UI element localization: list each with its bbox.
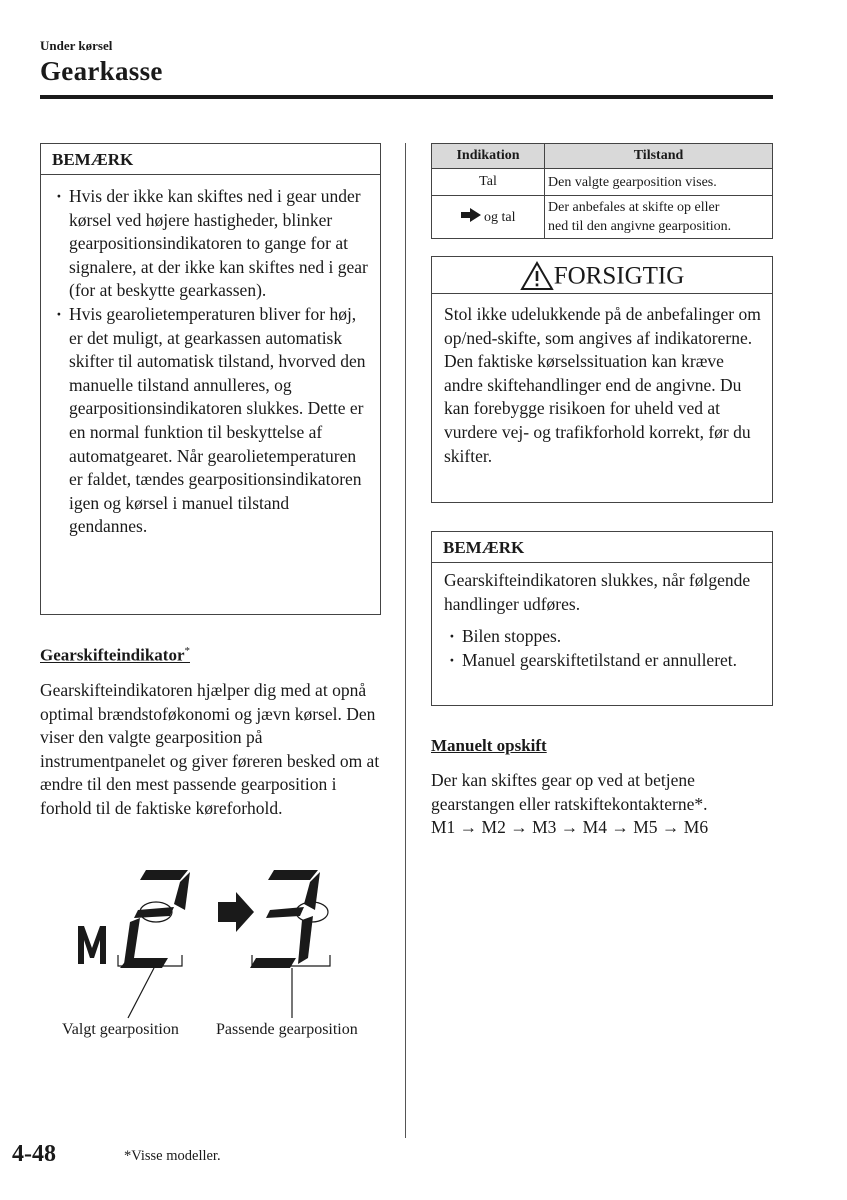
page-title: Gearkasse — [40, 56, 163, 86]
manual-upshift-text — [431, 769, 773, 840]
table-cell — [432, 196, 545, 239]
table-header-cell: Indikation — [432, 144, 545, 169]
caution-box — [431, 256, 773, 503]
title-divider — [40, 95, 773, 99]
caution-text: Stol ikke udelukkende på de anbefalinger om op/ned-skifte, som angives af indikatorerne. Den faktiske kørselssituation kan kræve andre skiftehandlinger end de angivne. Du kan forebygge risikoen for uheld ved at vurdere vej- og trafikforhold korrekt, før du skifter. — [444, 304, 761, 466]
table-row — [432, 196, 773, 239]
note-item: · Bilen stoppes. — [448, 625, 762, 649]
leader-line-selected — [128, 968, 154, 1018]
note-heading: BEMÆRK — [41, 144, 380, 175]
text-line: Der kan skiftes gear op ved at betjene — [431, 770, 695, 790]
note-item: · Hvis der ikke kan skiftes ned i gear under kørsel ved højere hastigheder, blinker gearpositionsindikatoren to gange for at signalere, at der ikke kan skiftes ned i gear (for at beskytte gearkassen). — [55, 185, 370, 303]
note-list — [41, 175, 380, 539]
suggested-gear-digit-3 — [250, 870, 320, 968]
note-item: · Hvis gearolietemperaturen bliver for høj, er det muligt, at gearkassen automatisk skifter til automatisk tilstand, hvorved den manuelle tilstand annulleres, og gearpositionsindikatoren slukkes. Dette er en normal funktion til beskyttelse af automatgearet. Når gearolietemperaturen er faldet, tændes gearpositionsindikatoren igen og kørsel i manuel tilstand gendannes. — [55, 303, 370, 539]
current-gear-digit-2 — [120, 870, 190, 968]
table-row — [432, 169, 773, 196]
mode-letter-m-glyph — [78, 926, 106, 964]
note-list — [432, 616, 772, 672]
footnote: *Visse modeller. — [124, 1148, 221, 1164]
note-box-right — [431, 531, 773, 706]
note-heading: BEMÆRK — [432, 532, 772, 563]
indicator-table — [431, 143, 773, 239]
gear-indicator-paragraph: Gearskifteindikatoren hjælper dig med at opnå optimal brændstoføkonomi og jævn kørsel. Den viser den valgte gearposition på instrumentpanelet og giver føreren besked om at ændre til den mest passende gearposition i forhold til de faktiske køreforhold. — [40, 680, 380, 818]
label-suggested-gear: Passende gearposition — [216, 1021, 358, 1038]
table-header-cell: Tilstand — [545, 144, 773, 169]
note-intro: Gearskifteindikatoren slukkes, når følgende handlinger udføres. — [444, 570, 751, 614]
caution-title: FORSIGTIG — [553, 262, 685, 290]
gear-sequence: M1 → M2 → M3 → M4 → M5 → M6 — [431, 817, 709, 838]
state-line: ned til den angivne gearposition. — [548, 219, 732, 234]
table-cell: Tal — [432, 169, 545, 196]
table-cell — [545, 196, 773, 239]
state-line: Der anbefales at skifte op eller — [548, 200, 720, 215]
right-arrow-icon — [218, 892, 254, 932]
footnote-mark: * — [184, 645, 190, 657]
column-divider — [405, 143, 406, 1138]
label-selected-gear: Valgt gearposition — [62, 1021, 179, 1038]
note-item: · Manuel gearskiftetilstand er annulleret. — [448, 649, 762, 673]
note-box-left — [40, 143, 381, 615]
warning-triangle-icon — [520, 261, 554, 291]
section-label: Under kørsel — [40, 38, 113, 53]
manual-upshift-heading: Manuelt opskift — [431, 736, 547, 755]
right-arrow-icon — [461, 208, 481, 222]
caution-heading — [432, 257, 772, 294]
page-number: 4-48 — [12, 1141, 56, 1167]
table-header-row — [432, 144, 773, 169]
text-line: gearstangen eller ratskiftekontakterne*. — [431, 793, 708, 814]
indication-text: og tal — [484, 210, 516, 225]
gear-indicator-heading: Gearskifteindikator* — [40, 645, 190, 665]
table-cell: Den valgte gearposition vises. — [545, 169, 773, 196]
